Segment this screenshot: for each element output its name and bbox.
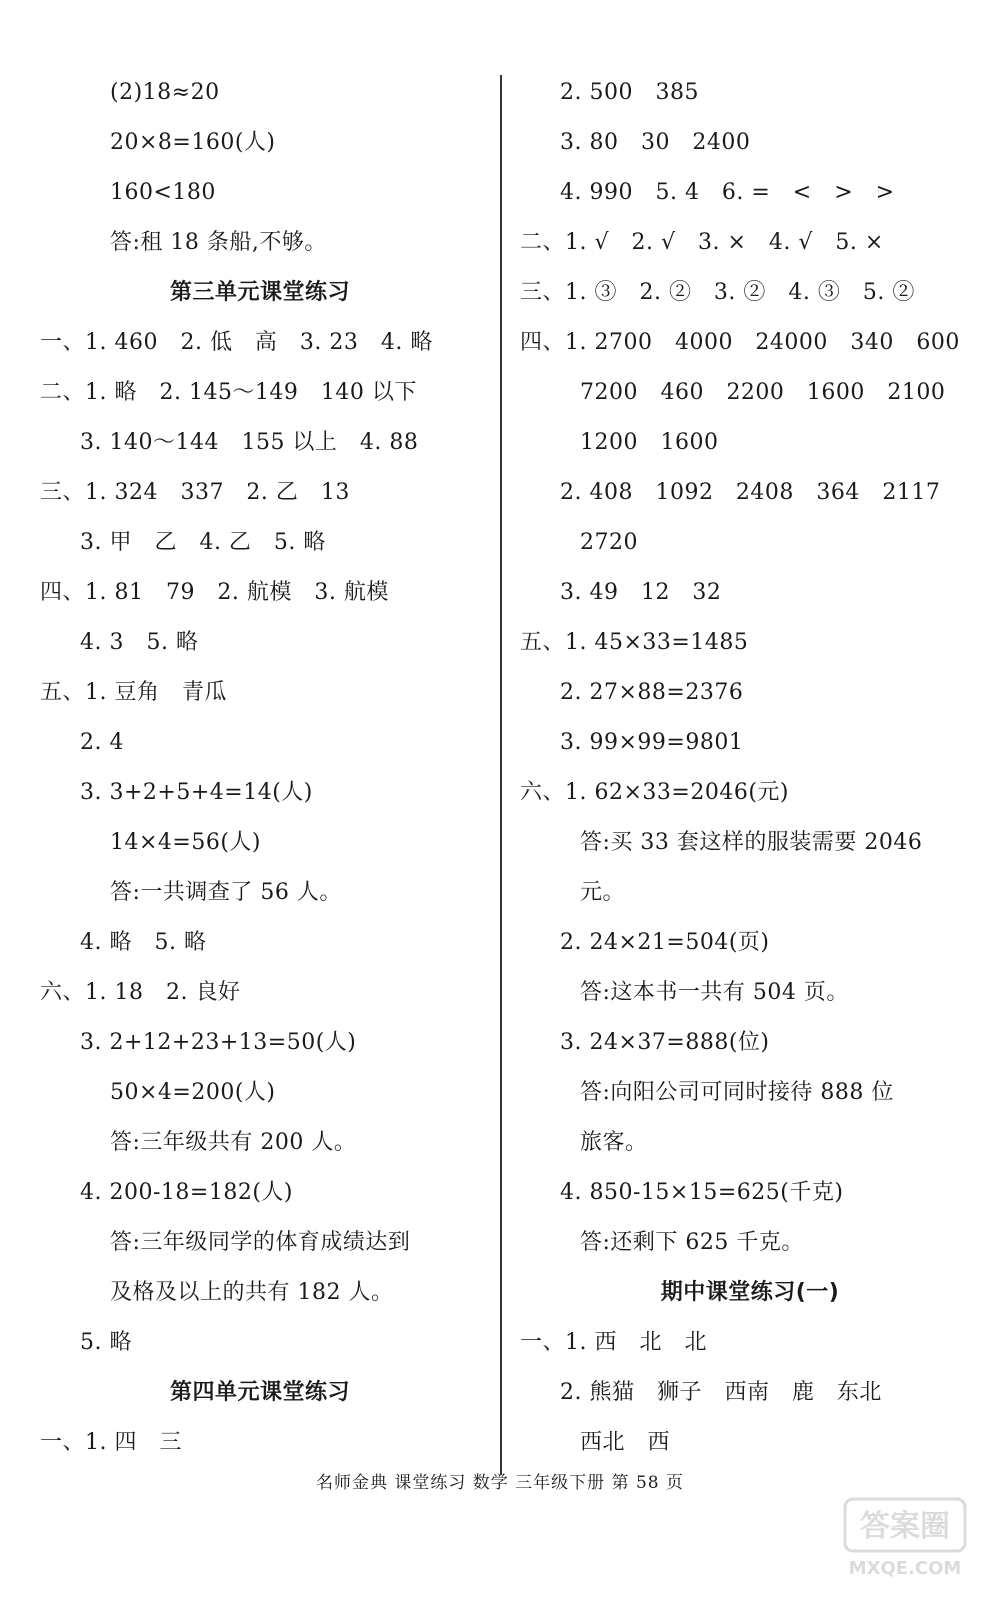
answer-line: 3. 99×99=9801 xyxy=(560,730,744,755)
answer-line: 答:买 33 套这样的服装需要 2046 xyxy=(580,830,923,855)
answer-line: 答:三年级共有 200 人。 xyxy=(110,1130,357,1155)
answer-line: 3. 49 12 32 xyxy=(560,580,722,605)
svg-text:答案圈: 答案圈 xyxy=(860,1509,950,1544)
answer-line: 三、1. ③ 2. ② 3. ② 4. ③ 5. ② xyxy=(520,280,915,305)
answer-line: 旅客。 xyxy=(580,1130,648,1155)
answer-line: 四、1. 2700 4000 24000 340 600 xyxy=(520,330,960,355)
section-heading: 第四单元课堂练习 xyxy=(169,1380,350,1405)
answer-line: 答:这本书一共有 504 页。 xyxy=(580,980,849,1005)
answer-line: 3. 3+2+5+4=14(人) xyxy=(80,780,313,805)
answer-line: 3. 140～144 155 以上 4. 88 xyxy=(80,430,419,455)
answer-line: 2. 24×21=504(页) xyxy=(560,930,770,955)
watermark-text: MXQE.COM xyxy=(848,1558,962,1579)
answer-line: 4. 3 5. 略 xyxy=(80,630,199,655)
answer-line: 160<180 xyxy=(110,180,216,205)
answer-line: 2. 408 1092 2408 364 2117 xyxy=(560,480,941,505)
left-column xyxy=(40,68,480,1468)
section-heading: 期中课堂练习(一) xyxy=(660,1280,840,1305)
answer-line: 3. 2+12+23+13=50(人) xyxy=(80,1030,357,1055)
answer-line: 一、1. 西 北 北 xyxy=(520,1330,707,1355)
right-column xyxy=(520,68,980,1468)
answer-line: 4. 200-18=182(人) xyxy=(80,1180,293,1205)
answer-line: 3. 24×37=888(位) xyxy=(560,1030,770,1055)
answer-line: 4. 略 5. 略 xyxy=(80,930,207,955)
answer-line: 50×4=200(人) xyxy=(110,1080,276,1105)
answer-line: 五、1. 豆角 青瓜 xyxy=(40,680,227,705)
answer-line: 四、1. 81 79 2. 航模 3. 航模 xyxy=(40,580,389,605)
answer-line: 2. 500 385 xyxy=(560,80,699,105)
answer-line: 及格及以上的共有 182 人。 xyxy=(110,1280,394,1305)
answer-line: 一、1. 460 2. 低 高 3. 23 4. 略 xyxy=(40,330,433,355)
answer-line: 1200 1600 xyxy=(580,430,719,455)
answer-line: 4. 850-15×15=625(千克) xyxy=(560,1180,844,1205)
answer-line: 14×4=56(人) xyxy=(110,830,262,855)
answer-line: 3. 80 30 2400 xyxy=(560,130,751,155)
answer-line: 二、1. 略 2. 145～149 140 以下 xyxy=(40,380,417,405)
page-footer: 名师金典 课堂练习 数学 三年级下册 第 58 页 xyxy=(315,1473,685,1493)
answer-line: 六、1. 18 2. 良好 xyxy=(40,980,241,1005)
answer-line: 元。 xyxy=(580,880,626,905)
answer-line: 3. 甲 乙 4. 乙 5. 略 xyxy=(80,530,326,555)
answer-line: 4. 990 5. 4 6. = < > > xyxy=(560,180,895,205)
answer-line: 答:向阳公司可同时接待 888 位 xyxy=(580,1080,894,1105)
answer-line: 2. 27×88=2376 xyxy=(560,680,744,705)
answer-line: 5. 略 xyxy=(80,1330,132,1355)
answer-line: 答:一共调查了 56 人。 xyxy=(110,880,342,905)
answer-line: 三、1. 324 337 2. 乙 13 xyxy=(40,480,350,505)
answer-line: 一、1. 四 三 xyxy=(40,1430,182,1455)
answer-line: 7200 460 2200 1600 2100 xyxy=(580,380,946,405)
watermark-logo xyxy=(840,1494,970,1584)
answer-line: 答:还剩下 625 千克。 xyxy=(580,1230,804,1255)
answer-line: 20×8=160(人) xyxy=(110,130,276,155)
answer-line: (2)18≈20 xyxy=(110,80,220,105)
answer-line: 二、1. √ 2. √ 3. × 4. √ 5. × xyxy=(520,230,884,255)
section-heading: 第三单元课堂练习 xyxy=(169,280,350,305)
answer-line: 五、1. 45×33=1485 xyxy=(520,630,749,655)
answer-line: 2. 熊猫 狮子 西南 鹿 东北 xyxy=(560,1380,882,1405)
answer-line: 答:三年级同学的体育成绩达到 xyxy=(110,1230,411,1255)
answer-line: 六、1. 62×33=2046(元) xyxy=(520,780,789,805)
column-divider xyxy=(500,75,502,1475)
answer-line: 西北 西 xyxy=(580,1430,670,1455)
answer-line: 2720 xyxy=(580,530,638,555)
answer-line: 2. 4 xyxy=(80,730,124,755)
answer-line: 答:租 18 条船,不够。 xyxy=(110,230,327,255)
